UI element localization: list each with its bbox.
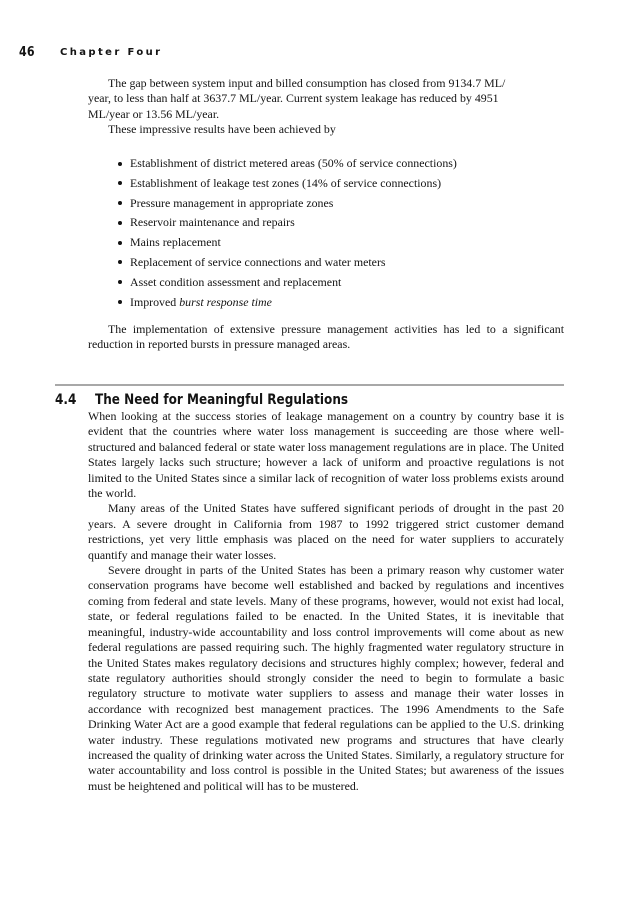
list-item-text: Asset condition assessment and replacement: [130, 274, 342, 289]
list-item: [118, 235, 457, 255]
bullet-icon: [118, 300, 122, 304]
list-item: [118, 156, 457, 176]
list-item-text: Establishment of leakage test zones (14% of service connections): [130, 175, 442, 190]
list-item: [118, 295, 457, 315]
list-item-text: Improved: [130, 294, 177, 309]
bullet-icon: [118, 241, 122, 245]
chapter-title: Chapter Four: [60, 47, 163, 58]
section-title: The Need for Meaningful Regulations: [95, 392, 349, 408]
section-paragraph: Many areas of the United States have suffered significant periods of drought in the past 20 years. A severe drought in California from 1987 to 1992 triggered strict customer demand restrictions, yet very little emphasis was placed on the need for water suppliers to accurately quantify and manage their water losses.: [88, 501, 564, 562]
bullet-icon: [118, 221, 122, 225]
list-item-text: Replacement of service connections and water meters: [130, 254, 386, 269]
section-paragraph: Severe drought in parts of the United States has been a primary reason why customer water conservation programs have become well established and backed by regulations and incentives coming from federal and state levels. Many of these programs, however, would not exist had local, state, or federal regulations failed to be enacted. In the United States, it is inevitable that meaningful, industry-wide accountability and loss control improvements will come about as new federal regulations are passed requiring such. The highly fragmented water regulatory structure in the United States makes regulatory decisions and structures highly complex; however, federal and state regulatory authorities should strongly consider the need to begin to formulate a basic regulatory structure to motivate water suppliers to assess and manage their water losses in accordance with recognized best management practices. The 1996 Amendments to the Safe Drinking Water Act are a good example that federal regulations can be applied to the U.S. drinking water industry. These regulations motivated new programs and structures that have clearly increased the quality of drinking water across the United States. Similarly, a regulatory structure for water accountability and loss control is possible in the United States; but awareness of the issues must be heightened and political will has to be mustered.: [88, 563, 564, 793]
section-divider: [55, 384, 564, 386]
section-number: 4.4: [55, 392, 77, 408]
list-item: [118, 196, 457, 216]
intro-line-1: The gap between system input and billed consumption has closed from 9134.7 ML/: [108, 76, 506, 90]
list-item: [118, 215, 457, 235]
implementation-text: [88, 322, 564, 353]
list-item: [118, 176, 457, 196]
list-item-text: Pressure management in appropriate zones: [130, 195, 334, 210]
implementation-paragraph: The implementation of extensive pressure management activities has led to a significant reduction in reported bursts in pressure managed areas.: [88, 322, 564, 352]
intro-line-3: ML/year or 13.56 ML/year.: [88, 106, 220, 121]
bullet-icon: [118, 162, 122, 166]
page-number: 46: [19, 45, 35, 60]
list-item-text: Mains replacement: [130, 235, 221, 250]
bullet-icon: [118, 280, 122, 284]
list-item: [118, 275, 457, 295]
intro-text: [88, 76, 564, 138]
list-item-text: Establishment of district metered areas (50% of service connections): [130, 156, 457, 170]
bullet-icon: [118, 260, 122, 264]
bullet-icon: [118, 181, 122, 185]
results-list: [118, 156, 457, 314]
intro-line-2: year, to less than half at 3637.7 ML/year. Current system leakage has reduced by 4951: [88, 91, 499, 106]
list-item-italic-text: burst response time: [179, 294, 272, 309]
section-paragraph: When looking at the success stories of leakage management on a country by country base it is evident that the countries where water loss management is succeeding are those where well-structured and balanced federal or state water loss management regulations are in place. The United States largely lacks such structure; however a lack of uniform and proactive regulations is not limited to the United States since a similar lack of recognition of water loss problems exists around the world.: [88, 409, 564, 501]
list-item-text: Reservoir maintenance and repairs: [130, 215, 295, 230]
list-item: [118, 255, 457, 275]
section-body: [88, 409, 564, 794]
intro-lead-in: These impressive results have been achieved by: [108, 122, 336, 137]
bullet-icon: [118, 201, 122, 205]
